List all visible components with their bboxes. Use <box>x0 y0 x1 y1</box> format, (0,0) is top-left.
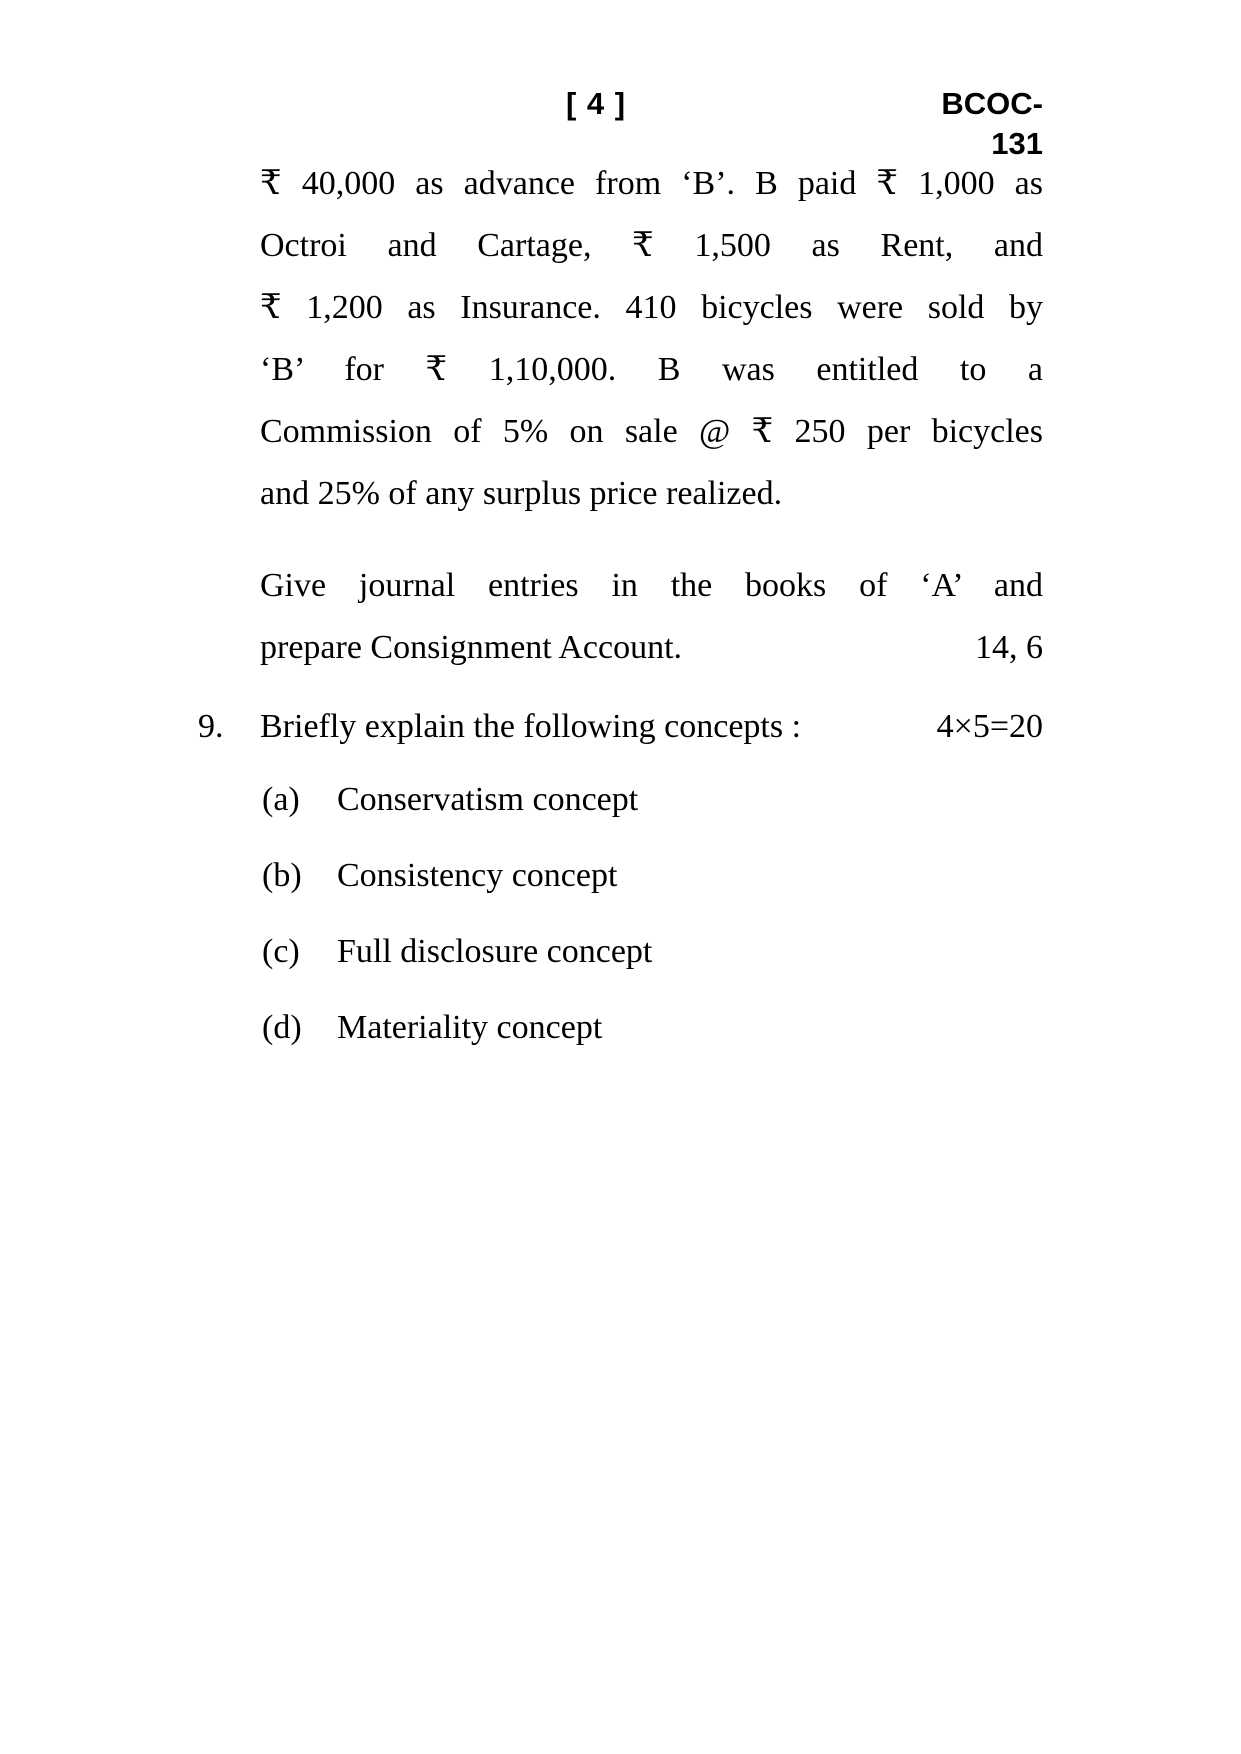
page-number: [ 4 ] <box>566 86 627 121</box>
part-label: (d) <box>262 1009 302 1046</box>
part-label: (b) <box>262 857 302 894</box>
list-item <box>262 997 1043 1059</box>
part-label: (a) <box>262 781 300 818</box>
paragraph-last-line-row <box>260 617 1043 679</box>
part-text: Consistency concept <box>337 857 618 894</box>
course-code: BCOC-131 <box>941 86 1043 161</box>
paragraph-line: and 25% of any surplus price realized. <box>260 475 783 512</box>
question8-paragraph-2 <box>260 555 1043 679</box>
question9-row <box>198 696 1043 758</box>
paragraph-line: ‘B’ for ₹ 1,10,000. B was entitled to a <box>260 351 1043 388</box>
list-item <box>262 845 1043 907</box>
part-text: Materiality concept <box>337 1009 603 1046</box>
paragraph-line: prepare Consignment Account. <box>260 629 683 666</box>
question9-parts-list <box>262 769 1043 1073</box>
paragraph-line: Give journal entries in the books of ‘A’ and <box>260 567 1043 604</box>
paragraph-line: Octroi and Cartage, ₹ 1,500 as Rent, and <box>260 227 1043 264</box>
paragraph-line: ₹ 40,000 as advance from ‘B’. B paid ₹ 1,000 as <box>260 165 1043 202</box>
part-label: (c) <box>262 933 300 970</box>
page-header <box>0 84 1241 161</box>
paragraph-line: Commission of 5% on sale @ ₹ 250 per bicycles <box>260 413 1043 450</box>
list-item <box>262 769 1043 831</box>
question9-text: Briefly explain the following concepts : <box>260 708 802 745</box>
part-text: Full disclosure concept <box>337 933 653 970</box>
part-text: Conservatism concept <box>337 781 639 818</box>
question9-number: 9. <box>198 708 224 745</box>
question9-marks: 4×5=20 <box>936 708 1043 745</box>
question8-marks: 14, 6 <box>975 629 1043 666</box>
list-item <box>262 921 1043 983</box>
paragraph-line: ₹ 1,200 as Insurance. 410 bicycles were sold by <box>260 289 1043 326</box>
question8-paragraph-1 <box>260 153 1043 525</box>
